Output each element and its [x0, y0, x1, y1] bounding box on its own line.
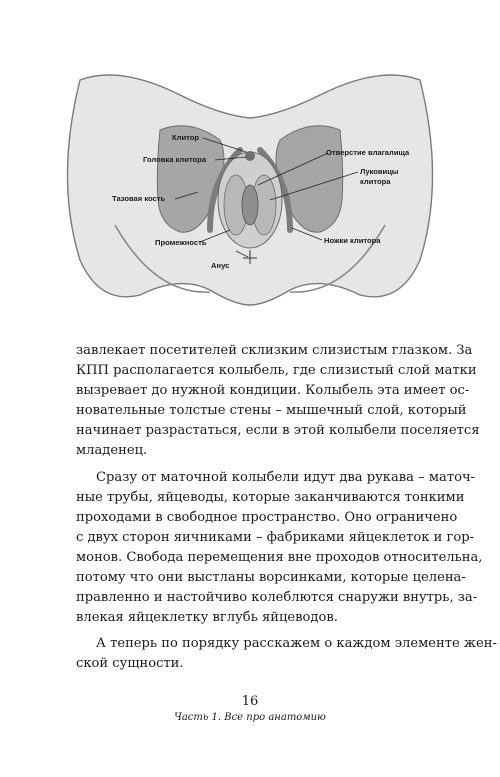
text-line: начинает разрастаться, если в этой колыбели поселяется [76, 423, 480, 439]
label-clitoris: Клитор [172, 133, 200, 142]
text-line: влекая яйцеклетку вглубь яйцеводов. [76, 610, 338, 626]
anatomy-illustration [60, 60, 440, 330]
clitoris-glans [245, 151, 255, 161]
label-vaginal-opening: Отверстие влагалища [326, 148, 410, 157]
text-line: ской сущности. [76, 656, 184, 672]
text-line: новательные толстые стены – мышечный слой, который [76, 403, 467, 419]
paragraph-2 [76, 468, 483, 629]
text-line: А теперь по порядку расскажем о каждом элементе жен- [96, 636, 497, 652]
paragraph-3 [76, 634, 497, 674]
text-line: правленно и настойчиво колеблются снаружи внутрь, за- [76, 590, 478, 606]
text-line: КПП располагается колыбель, где слизистый слой матки [76, 363, 477, 379]
page-number: 16 [241, 694, 259, 709]
text-line: потому что они выстланы ворсинками, которые целена- [76, 570, 466, 586]
label-pelvic-bone: Тазовая кость [112, 194, 166, 203]
text-line: с двух сторон яичниками – фабриками яйцеклеток и гор- [76, 529, 475, 545]
text-line: младенец. [76, 443, 148, 459]
label-perineum: Промежность [155, 238, 207, 247]
paragraph-1 [76, 341, 480, 462]
label-anus: Анус [211, 261, 230, 270]
text-line: ные трубы, яйцеводы, которые заканчиваются тонкими [76, 489, 465, 505]
text-line: завлекает посетителей склизким слизистым глазком. За [76, 343, 473, 358]
text-line: вызревает до нужной кондиции. Колыбель эта имеет ос- [76, 383, 470, 399]
label-bulbs-line1: Луковицы [360, 167, 399, 176]
anatomy-drawing [60, 60, 440, 330]
label-clitoris-head: Головка клитора [143, 155, 207, 164]
text-line: монов. Свобода перемещения вне проходов относительна, [76, 549, 483, 565]
label-bulbs-line2: клитора [360, 177, 391, 186]
vaginal-opening-shape [242, 185, 258, 225]
label-clitoris-legs: Ножки клитора [324, 236, 381, 245]
running-footer: Часть 1. Все про анатомию [174, 712, 326, 723]
text-line: Сразу от маточной колыбели идут два рукава – маточ- [96, 469, 476, 485]
body-text [76, 341, 497, 675]
text-line: проходами в свободное пространство. Оно ограничено [76, 509, 458, 525]
